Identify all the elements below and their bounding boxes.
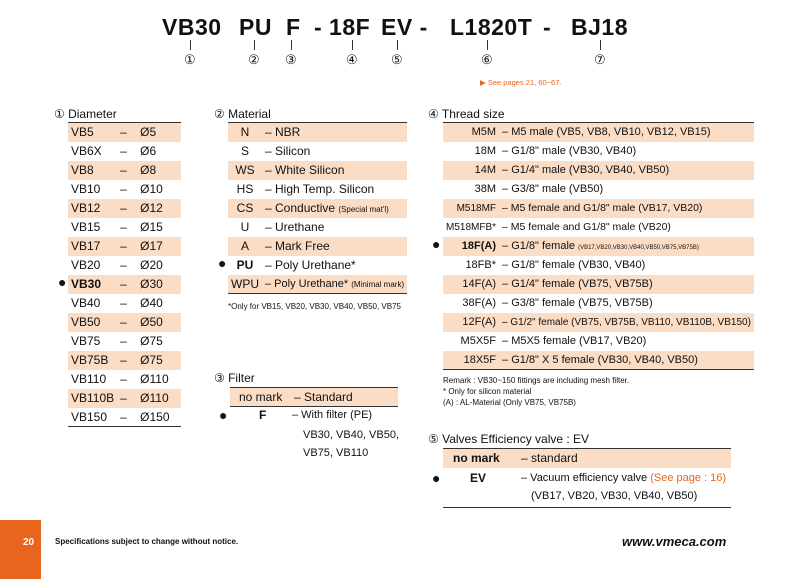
table-row: M518MFB* – M5 female and G1/8" male (VB20) <box>446 221 671 233</box>
material-title: ② Material <box>214 107 271 121</box>
table-row: HS – High Temp. Silicon <box>236 182 375 196</box>
valve-divider <box>443 507 731 508</box>
code-part-material: PU <box>239 14 272 40</box>
table-row: M5M – M5 male (VB5, VB8, VB10, VB12, VB15) <box>443 123 754 142</box>
thread-table <box>443 122 754 370</box>
table-row: M5X5F – M5X5 female (VB17, VB20) <box>460 335 647 347</box>
table-row: PU – Poly Urethane* <box>236 258 356 272</box>
code-tick <box>190 40 191 50</box>
thread-title: ④ Thread size <box>428 107 505 121</box>
code-part-filter: F <box>286 14 301 40</box>
table-row: 12F(A) – G1/2" female (VB75, VB75B, VB110, VB110B, VB150) <box>443 313 754 332</box>
thread-remark: Remark : VB30~150 fittings are including mesh filter. * Only for silicon material (A) : AL-Material (Only VB75, VB75B) <box>443 376 630 407</box>
valve-row-standard: no mark – standard <box>443 448 731 468</box>
code-part-dash: - <box>543 14 552 40</box>
table-row: 38F(A) – G3/8" female (VB75, VB75B) <box>462 297 653 309</box>
table-row: 14M – G1/4" male (VB30, VB40, VB50) <box>443 161 754 180</box>
code-number: ① <box>184 52 196 67</box>
table-row: VB40 – Ø40 <box>71 296 163 310</box>
table-row: VB75B – Ø75 <box>68 351 181 370</box>
see-pages-note: ▶ See pages 21, 60~67. <box>480 78 562 87</box>
code-number: ⑤ <box>391 52 403 67</box>
table-row: CS – Conductive (Special mat'l) <box>228 199 407 218</box>
code-tick <box>487 40 488 50</box>
table-row: VB110B – Ø110 <box>68 389 181 408</box>
table-row: VB75 – Ø75 <box>71 334 163 348</box>
selected-bullet: ● <box>432 470 441 486</box>
table-row: VB8 – Ø8 <box>68 161 181 180</box>
page-number: 20 <box>23 537 35 548</box>
footer-page-box <box>0 520 41 579</box>
table-row: U – Urethane <box>240 220 325 234</box>
filter-models: VB75, VB110 <box>303 447 369 459</box>
diameter-title: ① Diameter <box>54 107 117 121</box>
code-tick <box>397 40 398 50</box>
table-row: VB17 – Ø17 <box>68 237 181 256</box>
code-part-diameter: VB30 <box>162 14 222 40</box>
table-row: A – Mark Free <box>228 237 407 256</box>
footer-url-link[interactable]: www.vmeca.com <box>622 534 727 549</box>
filter-code: F <box>259 408 267 422</box>
code-number: ② <box>248 52 260 67</box>
code-tick <box>352 40 353 50</box>
code-number: ④ <box>346 52 358 67</box>
table-row: 14F(A) – G1/4" female (VB75, VB75B) <box>443 275 754 294</box>
table-row: 38M – G3/8" male (VB50) <box>474 183 604 195</box>
code-part-fitting: L1820T <box>450 14 533 40</box>
table-row: N – NBR <box>228 123 407 142</box>
table-row: VB6X – Ø6 <box>71 144 157 158</box>
table-row: VB12 – Ø12 <box>68 199 181 218</box>
selected-bullet: ● <box>58 274 67 290</box>
table-row: VB50 – Ø50 <box>68 313 181 332</box>
table-row: 18FB* – G1/8" female (VB30, VB40) <box>465 259 646 271</box>
filter-desc: – With filter (PE) <box>292 409 373 421</box>
code-part-bracket: BJ18 <box>571 14 628 40</box>
code-tick <box>291 40 292 50</box>
code-tick <box>254 40 255 50</box>
material-note: *Only for VB15, VB20, VB30, VB40, VB50, VB75 <box>228 302 401 311</box>
table-row: WS – White Silicon <box>228 161 407 180</box>
filter-title: ③ Filter <box>214 371 255 385</box>
table-row: 18F(A) – G1/8" female (VB17,VB20,VB30,VB40,VB50,VB75,VB75B) <box>443 237 754 256</box>
diameter-table <box>68 122 181 427</box>
table-row: VB5 – Ø5 <box>68 123 181 142</box>
filter-models: VB30, VB40, VB50, <box>303 429 400 441</box>
selected-bullet: ● <box>218 255 227 271</box>
valve-code: EV <box>470 471 487 485</box>
valve-desc: – Vacuum efficiency valve (See page : 16) <box>521 472 727 484</box>
selected-bullet: ● <box>219 407 228 423</box>
table-row: S – Silicon <box>240 144 311 158</box>
table-row: VB10 – Ø10 <box>71 182 163 196</box>
valve-title: ⑤ Valves Efficiency valve : EV <box>428 432 590 446</box>
valve-models: (VB17, VB20, VB30, VB40, VB50) <box>531 490 698 502</box>
table-row: VB110 – Ø110 <box>71 372 169 386</box>
material-table <box>228 122 407 294</box>
table-row: VB150 – Ø150 <box>68 408 181 427</box>
valve-page-link[interactable]: (See page : 16) <box>650 472 727 484</box>
code-number: ⑦ <box>594 52 606 67</box>
table-row: 18X5F – G1/8" X 5 female (VB30, VB40, VB50) <box>443 351 754 370</box>
table-row: 18M – G1/8" male (VB30, VB40) <box>474 145 637 157</box>
selected-bullet: ● <box>432 236 441 252</box>
table-row: VB20 – Ø20 <box>71 258 163 272</box>
code-part-valve: EV - <box>381 14 428 40</box>
table-row: VB30 – Ø30 <box>68 275 181 294</box>
table-row: WPU – Poly Urethane* (Minimal mark) <box>228 275 407 294</box>
table-row: VB15 – Ø15 <box>71 220 163 234</box>
filter-row-standard: no mark – Standard <box>230 387 398 407</box>
code-tick <box>600 40 601 50</box>
table-row: M518MF – M5 female and G1/8" male (VB17, VB20) <box>443 199 754 218</box>
code-part-thread: - 18F <box>314 14 371 40</box>
footer-disclaimer: Specifications subject to change without notice. <box>55 537 239 546</box>
code-number: ⑥ <box>481 52 493 67</box>
code-number: ③ <box>285 52 297 67</box>
